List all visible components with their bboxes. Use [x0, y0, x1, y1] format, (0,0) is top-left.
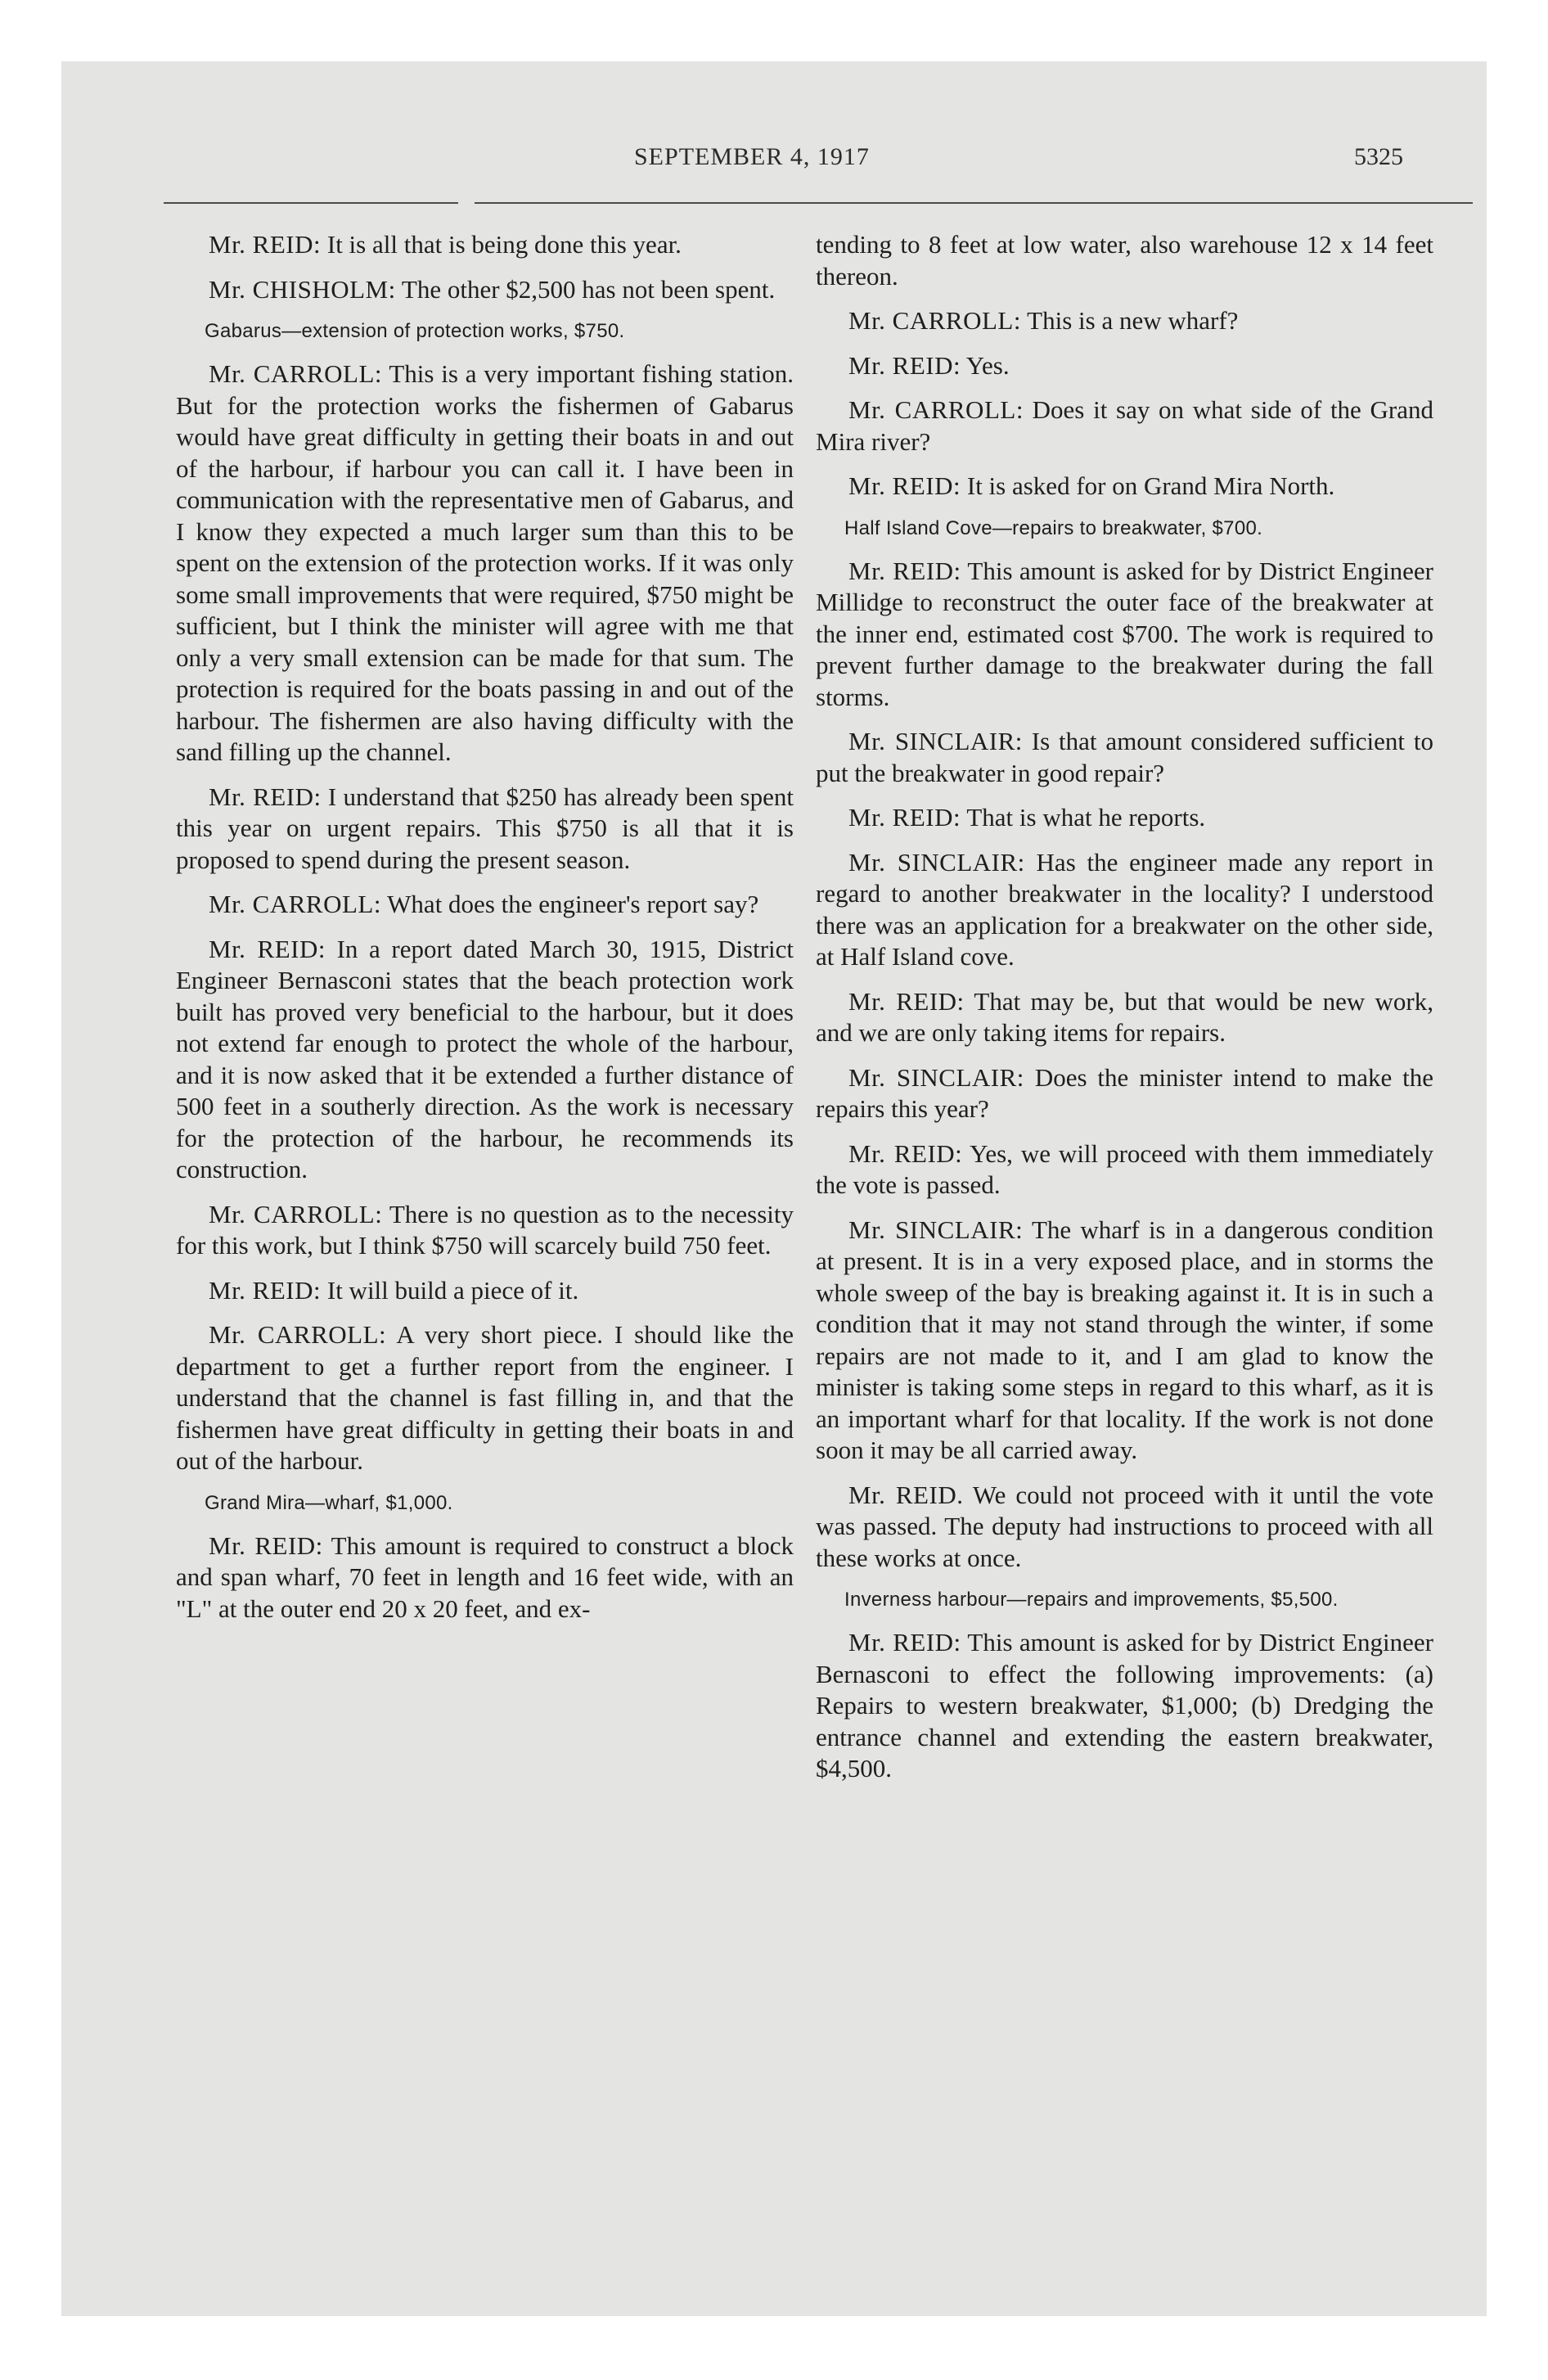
speech-paragraph — [816, 394, 1433, 458]
speech-text: It is asked for on Grand Mira North. — [966, 471, 1335, 500]
speech-text: It will build a piece of it. — [326, 1275, 579, 1305]
speech-paragraph — [816, 471, 1433, 503]
speaker-name: Mr. CARROLL: — [848, 395, 1024, 424]
speech-paragraph — [816, 802, 1433, 834]
speech-text: I understand that $250 has already been spent this year on urgent repairs. This $750 is all that it is proposed to spend during the present season. — [176, 782, 794, 874]
speech-paragraph — [816, 1215, 1433, 1467]
page-date: SEPTEMBER 4, 1917 — [634, 143, 870, 170]
speech-text: Has the engineer made any report in regard to another breakwater in the locality? I understood there was an application for a breakwater on the other side, at Half Island cove. — [816, 847, 1433, 971]
speech-text: This amount is asked for by District Engineer Bernasconi to effect the following improvements: (a) Repairs to western breakwater, $1,000; (b) Dredging the entrance channel and extending the eastern breakwater, $4,500. — [816, 1628, 1433, 1783]
speech-paragraph — [176, 934, 794, 1186]
speech-paragraph — [176, 1319, 794, 1477]
speaker-name: Mr. REID: — [209, 230, 322, 259]
speech-paragraph — [816, 1138, 1433, 1201]
speech-text: There is no question as to the necessity for this work, but I think $750 will scarcely build 750 feet. — [176, 1199, 794, 1260]
right-column — [816, 229, 1433, 2234]
speech-paragraph — [176, 782, 794, 877]
speech-text: The wharf is in a dangerous condition at present. It is in a very exposed place, and in storms the whole sweep of the bay is breaking against it. It is in such a condition that it may not stand through the winter, if some repairs are not made to it, and I am glad to know the minister is taking some steps in regard to this wharf, as it is an important wharf for that locality. If the work is not done soon it may be all carried away. — [816, 1215, 1433, 1464]
speech-text: This amount is asked for by District Engineer Millidge to reconstruct the outer face of the breakwater at the inner end, estimated cost $700. The work is required to prevent further damage to the breakwater during the fall storms. — [816, 556, 1433, 711]
vote-item-heading: Grand Mira—wharf, $1,000. — [205, 1491, 453, 1514]
speaker-name: Mr. REID: — [209, 782, 322, 811]
speech-paragraph — [176, 1530, 794, 1625]
speech-text: Does it say on what side of the Grand Mira river? — [816, 395, 1434, 456]
speech-text: We could not proceed with it until the vote was passed. The deputy had instructions to proceed with all these works at once. — [816, 1480, 1433, 1572]
speaker-name: Mr. REID: — [848, 350, 961, 380]
speech-paragraph — [816, 1062, 1433, 1125]
vote-item-heading: Gabarus—extension of protection works, $750. — [205, 320, 625, 342]
header-rule-right — [475, 202, 1473, 204]
speaker-name: Mr. REID: — [209, 1275, 322, 1305]
speech-text: A very short piece. I should like the department to get a further report from the engineer. I understand that the channel is fast filling in, and that the fishermen have great difficulty in getting their boats in and out of the harbour. — [176, 1320, 794, 1475]
speech-paragraph — [176, 1199, 794, 1262]
speech-text: That is what he reports. — [966, 803, 1206, 832]
header-rule-left — [164, 202, 458, 204]
speech-paragraph — [816, 986, 1433, 1049]
speech-paragraph — [176, 274, 794, 306]
speaker-name: Mr. CARROLL: — [209, 1320, 387, 1349]
speech-text: Yes. — [965, 350, 1010, 380]
speech-text: In a report dated March 30, 1915, District Engineer Bernasconi states that the beach protection work built has proved very beneficial to the harbour, but it does not extend far enough to protect the whole of the harbour, and it is now asked that it be extended a further distance of 500 feet in a southerly direction. As the work is necessary for the protection of the harbour, he recommends its construction. — [176, 934, 794, 1183]
speech-text: Does the minister intend to make the repairs this year? — [816, 1062, 1434, 1123]
speech-text: Yes, we will proceed with them immediately the vote is passed. — [816, 1138, 1433, 1199]
speech-text: This is a very important fishing station. But for the protection works the fishermen of Gabarus would have great difficulty in getting their boats in and out of the harbour, if harbour you can call it. I have been in communication with the representative men of Gabarus, and I know they expected a much larger sum than this to be spent on the extension of the protection works. If it was only some small improvements that were required, $750 might be sufficient, but I think the minister will agree with me that only a very small extension can be made for that sum. The protection is required for the boats passing in and out of the harbour. The fishermen are also having difficulty with the sand filling up the channel. — [176, 359, 794, 766]
speech-paragraph — [176, 1275, 794, 1307]
left-column — [176, 229, 794, 2234]
page-sheet — [61, 61, 1487, 2316]
speaker-name: Mr. SINCLAIR: — [848, 727, 1023, 755]
speech-text: Is that amount considered sufficient to put the breakwater in good repair? — [816, 727, 1433, 787]
speech-text: What does the engineer's report say? — [387, 890, 759, 918]
speech-paragraph — [176, 229, 794, 261]
speech-text: This is a new wharf? — [1027, 306, 1239, 335]
speaker-name: Mr. REID: — [209, 1530, 323, 1560]
speech-text: The other $2,500 has not been spent. — [401, 274, 776, 304]
page-number: 5325 — [1354, 143, 1403, 170]
speech-paragraph — [816, 556, 1433, 714]
speaker-name: Mr. REID: — [848, 986, 965, 1016]
speaker-name: Mr. REID: — [848, 1628, 961, 1657]
speech-paragraph — [176, 358, 794, 769]
speaker-name: Mr. REID: — [848, 471, 961, 500]
vote-item-heading: Half Island Cove—repairs to breakwater, $700. — [844, 516, 1263, 539]
page-header — [61, 143, 1487, 184]
speech-text: It is all that is being done this year. — [326, 230, 682, 259]
speech-paragraph — [816, 1627, 1433, 1785]
speaker-name: Mr. CARROLL: — [209, 359, 383, 388]
speech-paragraph — [816, 305, 1433, 337]
speech-text: That may be, but that would be new work, and we are only taking items for repairs. — [816, 986, 1433, 1047]
speaker-name: Mr. CHISHOLM: — [209, 274, 396, 304]
speaker-name: Mr. REID. — [848, 1480, 964, 1509]
speaker-name: Mr. CARROLL: — [848, 306, 1021, 335]
speaker-name: Mr. REID: — [209, 934, 326, 963]
speech-text: This amount is required to construct a block and span wharf, 70 feet in length and 16 feet wide, with an "L" at the outer end 20 x 20 feet, and ex- — [176, 1530, 794, 1623]
speech-paragraph — [176, 889, 794, 921]
speech-paragraph — [816, 847, 1433, 973]
speaker-name: Mr. REID: — [848, 1138, 963, 1168]
speaker-name: Mr. REID: — [848, 556, 961, 585]
speech-paragraph — [816, 726, 1433, 789]
speaker-name: Mr. CARROLL: — [209, 1199, 383, 1228]
speaker-name: Mr. SINCLAIR: — [848, 847, 1025, 877]
speech-paragraph — [816, 350, 1433, 382]
vote-item-heading: Inverness harbour—repairs and improvements, $5,500. — [844, 1589, 1339, 1611]
speaker-name: Mr. REID: — [848, 803, 961, 832]
speaker-name: Mr. SINCLAIR: — [848, 1215, 1024, 1244]
speech-paragraph — [816, 1480, 1433, 1575]
speaker-name: Mr. CARROLL: — [209, 890, 381, 918]
continued-paragraph: tending to 8 feet at low water, also warehouse 12 x 14 feet thereon. — [816, 230, 1433, 291]
speaker-name: Mr. SINCLAIR: — [848, 1062, 1024, 1092]
